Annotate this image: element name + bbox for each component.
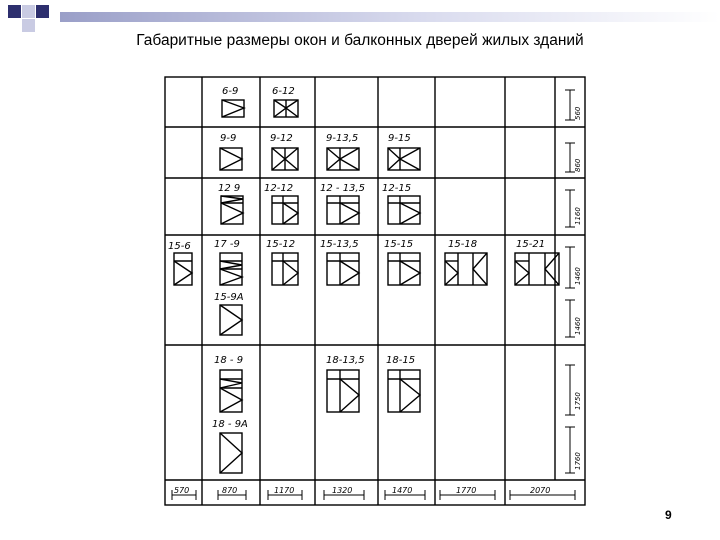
window-label: 15-18 [448, 239, 478, 250]
window-label: 15-21 [516, 239, 546, 250]
height-label: 560 [574, 106, 582, 120]
window-dimensions-drawing [160, 75, 600, 510]
window-label: 17 -9 [214, 239, 240, 250]
window-label: 9-12 [270, 133, 293, 144]
header-square-1 [8, 5, 21, 18]
window-label: 6-12 [272, 86, 295, 97]
height-label: 1750 [574, 392, 582, 410]
window-label: 6-9 [222, 86, 239, 97]
window-label: 18 - 9 [214, 355, 244, 366]
window-15-21-drawing [515, 253, 559, 285]
window-label: 15-9А [214, 292, 244, 303]
width-label: 1770 [456, 486, 477, 495]
window-9-15-drawing [388, 148, 420, 170]
window-label: 12 - 13,5 [320, 183, 365, 194]
window-15-13-5-drawing [327, 253, 359, 285]
window-9-9-drawing [220, 148, 242, 170]
window-18-15-drawing [388, 370, 420, 412]
window-6-12-drawing [274, 100, 298, 117]
window-15-12-drawing [272, 253, 298, 285]
width-label: 1470 [392, 486, 413, 495]
width-label: 1320 [332, 486, 353, 495]
window-12-12-drawing [272, 196, 298, 224]
window-label: 15-15 [384, 239, 414, 250]
window-15-18-drawing [445, 253, 487, 285]
balcony-door-18-9a-drawing [220, 433, 242, 473]
window-12-13-5-drawing [327, 196, 359, 224]
page-number: 9 [665, 508, 672, 522]
window-12-9-drawing [221, 196, 243, 224]
window-12-15-drawing [388, 196, 420, 224]
width-label: 570 [174, 486, 190, 495]
window-label: 15-13,5 [320, 239, 359, 250]
header-square-3 [36, 5, 49, 18]
window-17-9-drawing [220, 253, 242, 285]
header-square-2 [22, 5, 35, 18]
window-label: 18 - 9А [212, 419, 248, 430]
window-label: 9-13,5 [326, 133, 359, 144]
height-label: 1460 [574, 317, 582, 335]
window-label: 12-15 [382, 183, 412, 194]
slide-title: Габаритные размеры окон и балконных дверей жилых зданий [136, 32, 584, 49]
window-9-13-5-drawing [327, 148, 359, 170]
height-label: 1760 [574, 452, 582, 470]
height-label: 860 [574, 158, 582, 172]
window-label: 15-12 [266, 239, 296, 250]
window-label: 12-12 [264, 183, 294, 194]
window-label: 18-13,5 [326, 355, 365, 366]
window-label: 9-9 [220, 133, 237, 144]
window-label: 18-15 [386, 355, 416, 366]
width-label: 1170 [274, 486, 295, 495]
window-18-13-5-drawing [327, 370, 359, 412]
window-9-12-drawing [272, 148, 298, 170]
window-label: 12 9 [218, 183, 241, 194]
height-label: 1160 [574, 207, 582, 225]
window-15-6-drawing [174, 253, 192, 285]
width-label: 2070 [530, 486, 551, 495]
window-18-9-drawing [220, 370, 242, 412]
header-band [60, 12, 720, 22]
header-square-4 [22, 19, 35, 32]
window-6-9-drawing [222, 100, 244, 117]
balcony-door-15-9a-drawing [220, 305, 242, 335]
window-label: 9-15 [388, 133, 411, 144]
height-label: 1460 [574, 267, 582, 285]
window-label: 15-6 [168, 241, 191, 252]
width-label: 870 [222, 486, 238, 495]
window-15-15-drawing [388, 253, 420, 285]
